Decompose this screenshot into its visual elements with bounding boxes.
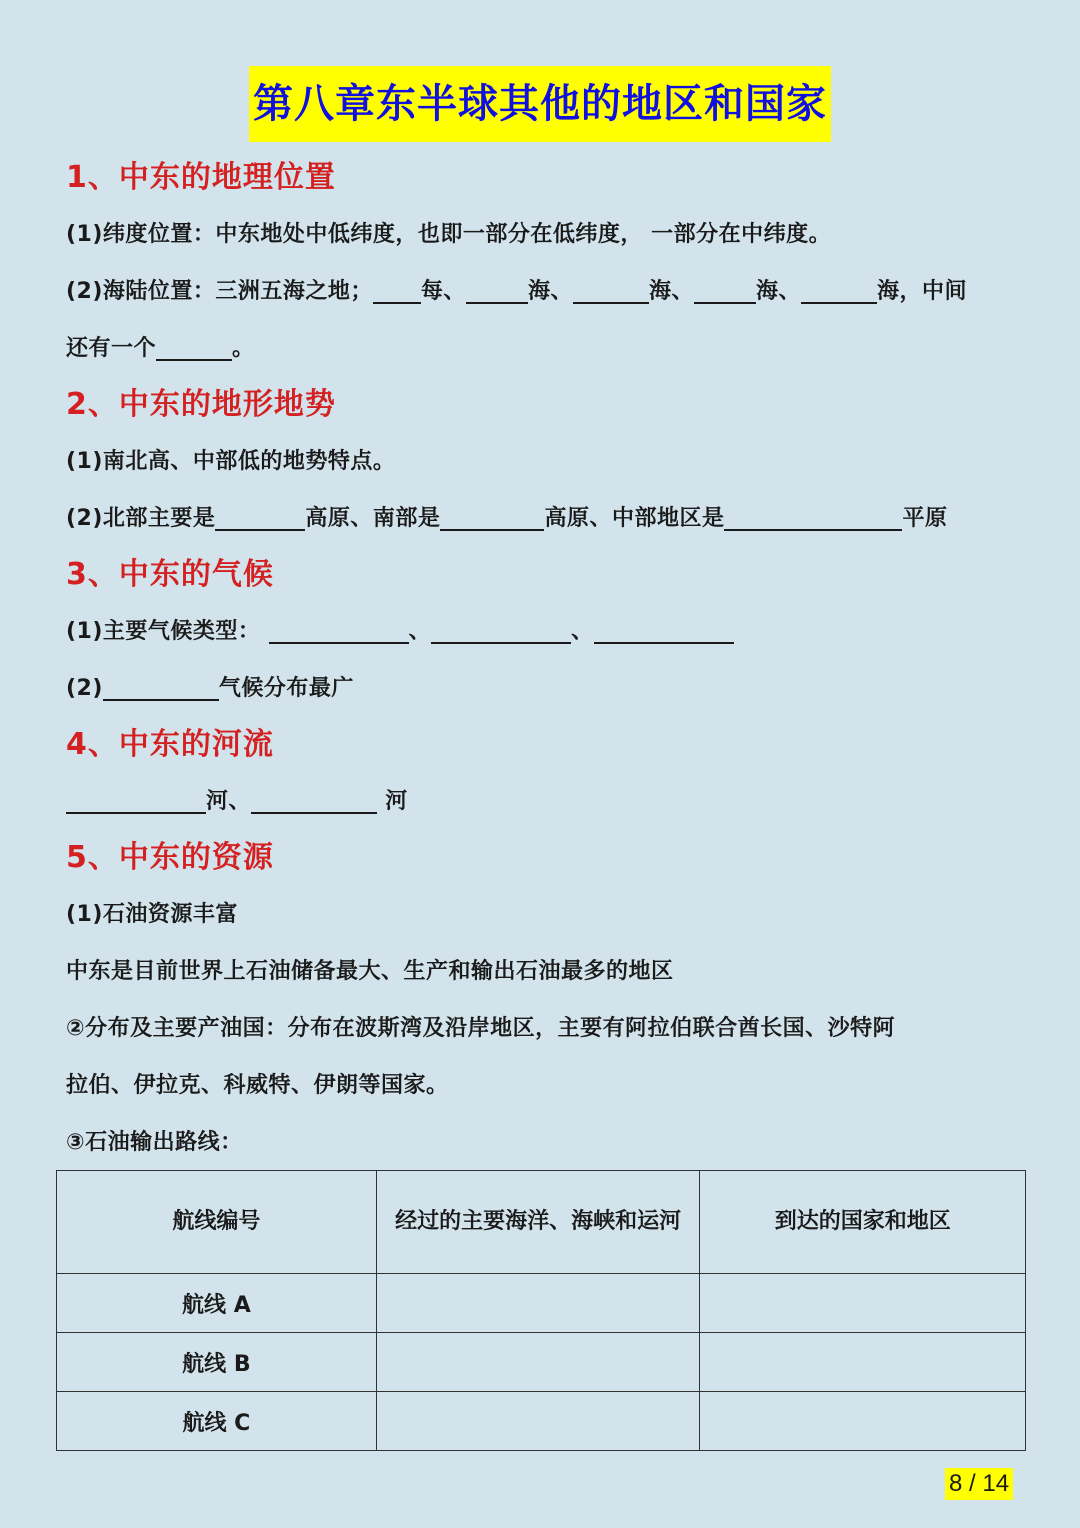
fill-blank[interactable] bbox=[466, 274, 528, 304]
table-row bbox=[57, 1392, 1026, 1451]
word: 河、 bbox=[206, 789, 252, 814]
empty-cell[interactable] bbox=[376, 1274, 700, 1333]
sea-land-line-cont bbox=[66, 320, 1026, 377]
word: 高原、南部是 bbox=[305, 506, 441, 531]
word: 平原 bbox=[902, 506, 948, 531]
resources-line-4: 拉伯、伊拉克、科威特、伊朗等国家。 bbox=[66, 1073, 449, 1098]
word: 气候分布最广 bbox=[218, 676, 354, 701]
empty-cell[interactable] bbox=[376, 1333, 700, 1392]
word: 海，中间 bbox=[876, 279, 967, 304]
page-indicator: 8 / 14 bbox=[945, 1468, 1013, 1500]
header-destinations: 到达的国家和地区 bbox=[700, 1171, 1026, 1274]
route-label: 航线 C bbox=[57, 1392, 377, 1451]
table-row bbox=[57, 1333, 1026, 1392]
fill-blank[interactable] bbox=[594, 614, 734, 644]
fill-blank[interactable] bbox=[573, 274, 649, 304]
fill-blank[interactable] bbox=[431, 614, 571, 644]
fill-blank[interactable] bbox=[694, 274, 756, 304]
route-label: 航线 A bbox=[57, 1274, 377, 1333]
word: 河 bbox=[385, 789, 408, 814]
empty-cell[interactable] bbox=[700, 1392, 1026, 1451]
fill-blank[interactable] bbox=[440, 501, 544, 531]
section-heading-climate: 3、中东的气候 bbox=[66, 557, 274, 592]
section-heading-rivers: 4、中东的河流 bbox=[66, 727, 274, 762]
title-wrap bbox=[0, 66, 1080, 142]
word: (2)北部主要是 bbox=[66, 506, 216, 531]
climate-line-2 bbox=[66, 660, 1026, 717]
separator: 、 bbox=[408, 619, 432, 644]
table-row bbox=[57, 1274, 1026, 1333]
word: 海、 bbox=[755, 279, 801, 304]
section-heading-terrain: 2、中东的地形地势 bbox=[66, 387, 336, 422]
word: 海、 bbox=[648, 279, 694, 304]
fill-blank[interactable] bbox=[156, 331, 232, 361]
word: 高原、中部地区是 bbox=[544, 506, 725, 531]
fill-blank[interactable] bbox=[724, 501, 902, 531]
fill-blank[interactable] bbox=[373, 274, 421, 304]
latitude-line: (1)纬度位置：中东地处中低纬度，也即一部分在低纬度， 一部分在中纬度。 bbox=[66, 222, 832, 247]
resources-line-5: ③石油输出路线： bbox=[66, 1130, 243, 1155]
table-header-row bbox=[57, 1171, 1026, 1274]
section-heading-location: 1、中东的地理位置 bbox=[66, 160, 336, 195]
resources-line-3: ②分布及主要产油国：分布在波斯湾及沿岸地区，主要有阿拉伯联合酋长国、沙特阿 bbox=[66, 1016, 896, 1041]
fill-blank[interactable] bbox=[66, 784, 206, 814]
header-waterways: 经过的主要海洋、海峡和运河 bbox=[376, 1171, 700, 1274]
fill-blank[interactable] bbox=[215, 501, 305, 531]
oil-route-table bbox=[56, 1170, 1026, 1451]
fill-blank[interactable] bbox=[103, 671, 219, 701]
sea-land-prefix: (2)海陆位置：三洲五海之地； bbox=[66, 279, 373, 304]
terrain-line-2 bbox=[66, 490, 1026, 547]
word: 还有一个 bbox=[66, 336, 157, 361]
fill-blank[interactable] bbox=[801, 274, 877, 304]
worksheet-content bbox=[66, 150, 1026, 1171]
word: 每、 bbox=[420, 279, 466, 304]
climate-line-1 bbox=[66, 603, 1026, 660]
separator: 、 bbox=[571, 619, 594, 644]
word: (2) bbox=[66, 676, 103, 701]
resources-line-2: 中东是目前世界上石油储备最大、生产和输出石油最多的地区 bbox=[66, 959, 674, 984]
header-route-id: 航线编号 bbox=[57, 1171, 377, 1274]
empty-cell[interactable] bbox=[700, 1274, 1026, 1333]
resources-line-1: (1)石油资源丰富 bbox=[66, 902, 238, 927]
word: 海、 bbox=[527, 279, 573, 304]
sea-land-line bbox=[66, 263, 1026, 320]
word: (1)主要气候类型： bbox=[66, 619, 261, 644]
route-label: 航线 B bbox=[57, 1333, 377, 1392]
empty-cell[interactable] bbox=[700, 1333, 1026, 1392]
terrain-line-1: (1)南北高、中部低的地势特点。 bbox=[66, 449, 396, 474]
empty-cell[interactable] bbox=[376, 1392, 700, 1451]
word: 。 bbox=[232, 336, 255, 361]
rivers-line bbox=[66, 773, 1026, 830]
section-heading-resources: 5、中东的资源 bbox=[66, 840, 274, 875]
fill-blank[interactable] bbox=[251, 784, 377, 814]
page-title: 第八章东半球其他的地区和国家 bbox=[249, 66, 831, 142]
fill-blank[interactable] bbox=[269, 614, 409, 644]
